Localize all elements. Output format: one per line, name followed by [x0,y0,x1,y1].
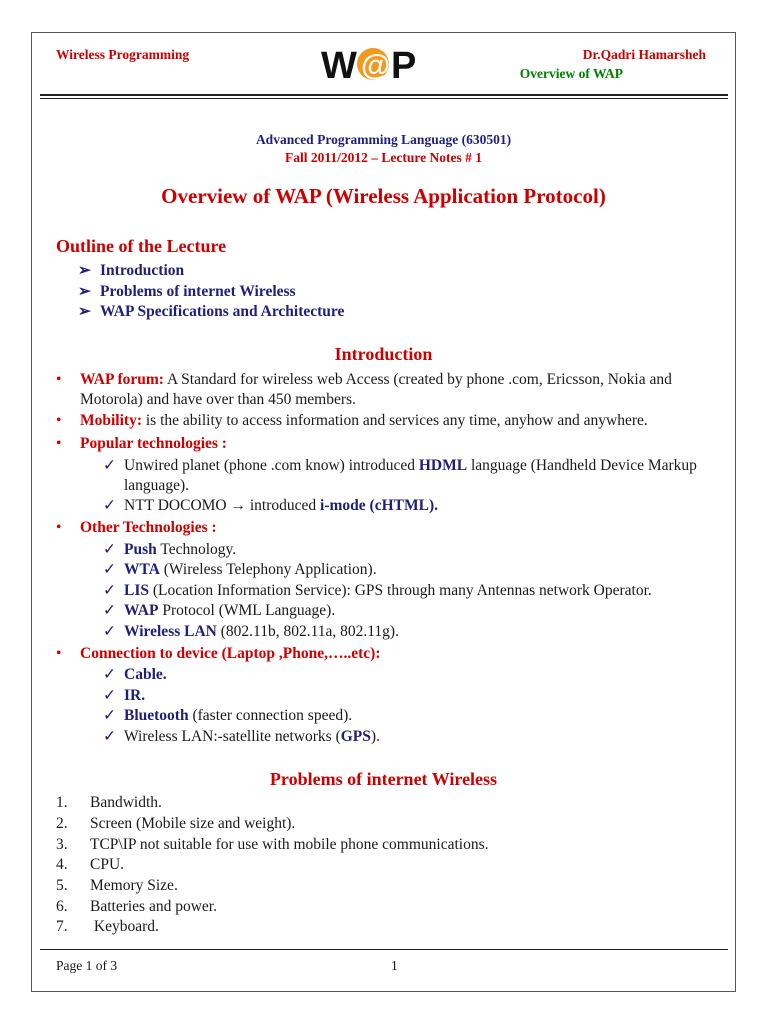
header-course-name: Wireless Programming [56,47,190,62]
list-item: 4. CPU. [56,856,125,873]
footer-rule [40,949,728,950]
check-icon: ✓ [103,561,116,578]
problems-heading: Problems of internet Wireless [269,769,498,789]
svg-text:W: W [321,45,357,87]
page-title: Overview of WAP (Wireless Application Protocol) [161,184,606,208]
check-icon: ✓ [103,457,116,474]
svg-text:@: @ [361,49,391,82]
wap-logo [318,38,424,88]
term-line: Fall 2011/2012 – Lecture Notes # 1 [285,150,482,165]
right-arrow-icon: → [230,497,246,514]
list-item: 6. Batteries and power. [56,898,217,915]
header-subtitle: Overview of WAP [519,66,623,81]
list-item: 1. Bandwidth. [56,794,162,811]
bullet-icon: • [56,519,62,536]
check-icon: ✓ [103,623,116,640]
list-item: 7. Keyboard. [56,918,159,935]
arrow-bullet-icon: ➢ [78,262,91,279]
check-icon: ✓ [103,497,116,514]
svg-text:P: P [391,45,417,87]
list-item: 5. Memory Size. [56,877,178,894]
outline-item: ➢ Introduction [78,262,185,279]
header-rule-thick [40,94,728,96]
arrow-bullet-icon: ➢ [78,303,91,320]
outline-heading: Outline of the Lecture [56,236,227,256]
check-icon: ✓ [103,728,116,745]
outline-item: ➢ Problems of internet Wireless [78,283,296,300]
header-author: Dr.Qadri Hamarsheh [582,47,706,62]
list-item: 3. TCP\IP not suitable for use with mobile phone communications. [56,836,489,853]
check-icon: ✓ [103,687,116,704]
check-icon: ✓ [103,707,116,724]
list-item: 2. Screen (Mobile size and weight). [56,815,296,832]
arrow-bullet-icon: ➢ [78,283,91,300]
check-icon: ✓ [103,541,116,558]
bullet-icon: • [56,371,62,388]
introduction-heading: Introduction [334,344,433,364]
bullet-icon: • [56,645,62,662]
footer-page-label: Page 1 of 3 [56,958,118,973]
outline-item: ➢ WAP Specifications and Architecture [78,303,345,320]
bullet-icon: • [56,435,62,452]
check-icon: ✓ [103,666,116,683]
bullet-icon: • [56,412,62,429]
header-rule-thin [40,98,728,99]
check-icon: ✓ [103,582,116,599]
course-line: Advanced Programming Language (630501) [255,132,512,147]
footer-page-number: 1 [391,958,398,973]
check-icon: ✓ [103,602,116,619]
